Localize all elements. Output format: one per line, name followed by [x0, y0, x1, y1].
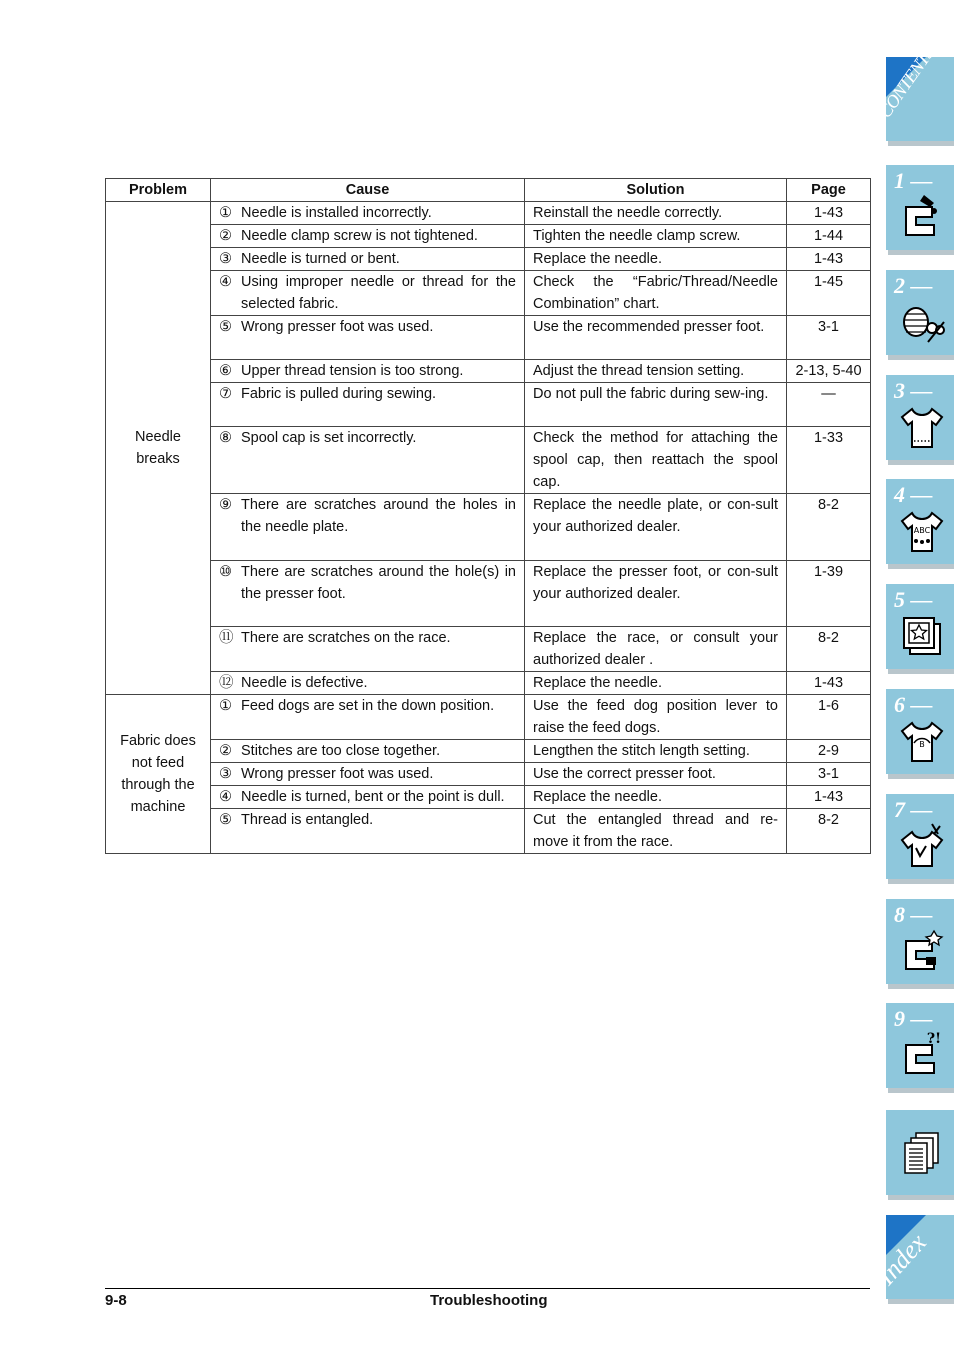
cause-cell	[211, 316, 525, 360]
troubleshooting-table	[105, 178, 871, 854]
tshirt-stitch-icon	[898, 403, 946, 451]
page-cell: 1-6	[787, 695, 871, 740]
cause-text: Needle is turned, bent or the point is dull.	[241, 789, 505, 805]
cause-cell	[211, 383, 525, 427]
cause-text: Feed dogs are set in the down position.	[241, 698, 495, 714]
index-tab[interactable]	[871, 1215, 954, 1299]
cause-number: ④	[219, 274, 232, 290]
cause-text: There are scratches around the holes in the needle plate.	[241, 497, 516, 535]
solution-cell: Replace the needle.	[525, 786, 787, 809]
table-row	[106, 561, 871, 627]
solution-cell: Do not pull the fabric during sew-ing.	[525, 383, 787, 427]
chapter-tab-label: 2 —	[894, 273, 933, 298]
solution-cell: Replace the needle.	[525, 248, 787, 271]
cause-text: Needle is installed incorrectly.	[241, 205, 432, 221]
chapter-tab-9[interactable]	[886, 1003, 954, 1088]
page-cell: 2-9	[787, 740, 871, 763]
page-cell: 1-39	[787, 561, 871, 627]
table-row	[106, 360, 871, 383]
solution-cell: Replace the needle plate, or con-sult your authorized dealer.	[525, 494, 787, 561]
cause-text: Stitches are too close together.	[241, 743, 441, 759]
cause-cell	[211, 561, 525, 627]
header-solution: Solution	[525, 179, 787, 202]
page-number: 9-8	[105, 1292, 127, 1309]
chapter-tab-5[interactable]	[886, 584, 954, 669]
solution-cell: Replace the race, or consult your authorized dealer .	[525, 627, 787, 672]
cause-number: ①	[219, 205, 232, 221]
tshirt-scissors-icon	[898, 822, 946, 870]
solution-cell: Check the method for attaching the spool cap, then reattach the spool cap.	[525, 427, 787, 494]
index-label: Index	[871, 1228, 932, 1291]
svg-text:?!: ?!	[926, 1031, 942, 1047]
solution-cell: Use the feed dog position lever to raise the feed dogs.	[525, 695, 787, 740]
cause-number: ⑫	[219, 675, 234, 691]
chapter-tab-label: 5 —	[894, 587, 933, 612]
page-cell: 1-45	[787, 271, 871, 316]
cause-cell	[211, 672, 525, 695]
cause-number: ⑧	[219, 430, 232, 446]
page-cell: 1-43	[787, 202, 871, 225]
cause-cell	[211, 695, 525, 740]
cause-number: ⑩	[219, 564, 232, 580]
cause-cell	[211, 627, 525, 672]
cause-number: ⑪	[219, 630, 234, 646]
cause-number: ⑥	[219, 363, 232, 379]
chapter-tab-label: 8 —	[894, 902, 933, 927]
page-cell: 3-1	[787, 316, 871, 360]
chapter-tab-8[interactable]	[886, 899, 954, 984]
table-header-row	[106, 179, 871, 202]
cause-text: Needle is turned or bent.	[241, 251, 400, 267]
cause-number: ⑨	[219, 497, 232, 513]
page-cell: —	[787, 383, 871, 427]
header-cause: Cause	[211, 179, 525, 202]
page-cell: 8-2	[787, 809, 871, 854]
cause-cell	[211, 763, 525, 786]
cause-cell	[211, 271, 525, 316]
sewing-machine-hand-icon	[898, 193, 946, 241]
table-row	[106, 763, 871, 786]
cause-number: ②	[219, 228, 232, 244]
documents-icon	[898, 1130, 946, 1178]
cause-number: ⑤	[219, 319, 232, 335]
cause-text: Spool cap is set incorrectly.	[241, 430, 417, 446]
cause-text: Using improper needle or thread for the selected fabric.	[241, 274, 516, 312]
table-row	[106, 672, 871, 695]
cause-text: Thread is entangled.	[241, 812, 374, 828]
cause-text: There are scratches on the race.	[241, 630, 451, 646]
table-row	[106, 427, 871, 494]
table-row	[106, 316, 871, 360]
solution-cell: Cut the entangled thread and re-move it from the race.	[525, 809, 787, 854]
problem-cell: Needle breaks	[106, 202, 211, 695]
table-row	[106, 627, 871, 672]
chapter-tab-label: 1 —	[894, 168, 933, 193]
machine-maintenance-icon	[898, 927, 946, 975]
page-cell: 8-2	[787, 494, 871, 561]
chapter-tab-2[interactable]	[886, 270, 954, 355]
chapter-tab-label: 7 —	[894, 797, 933, 822]
chapter-tab-7[interactable]	[886, 794, 954, 879]
table-row	[106, 225, 871, 248]
cause-text: Needle is defective.	[241, 675, 368, 691]
embroidery-frame-icon	[898, 612, 946, 660]
solution-cell: Tighten the needle clamp screw.	[525, 225, 787, 248]
solution-cell: Adjust the thread tension setting.	[525, 360, 787, 383]
table-row	[106, 740, 871, 763]
contents-tab[interactable]	[874, 43, 954, 141]
tshirt-design-icon	[898, 717, 946, 765]
cause-number: ④	[219, 789, 232, 805]
solution-cell: Lengthen the stitch length setting.	[525, 740, 787, 763]
solution-cell: Use the recommended presser foot.	[525, 316, 787, 360]
tshirt-abc-icon	[898, 507, 946, 555]
cause-text: There are scratches around the hole(s) in the presser foot.	[241, 564, 516, 602]
thread-spools-icon	[898, 298, 946, 346]
cause-cell	[211, 427, 525, 494]
contents-label: CONTENTS	[874, 43, 938, 122]
chapter-tab-4[interactable]	[886, 479, 954, 564]
table-row	[106, 695, 871, 740]
footer-rule	[105, 1288, 870, 1289]
cause-number: ②	[219, 743, 232, 759]
table-body	[106, 202, 871, 854]
page-cell: 1-43	[787, 248, 871, 271]
cause-cell	[211, 360, 525, 383]
page-cell: 2-13, 5-40	[787, 360, 871, 383]
chapter-tab-label: 3 —	[894, 378, 933, 403]
cause-cell	[211, 786, 525, 809]
page-cell: 1-43	[787, 672, 871, 695]
page-cell: 1-33	[787, 427, 871, 494]
page-cell: 3-1	[787, 763, 871, 786]
svg-text:B: B	[919, 740, 925, 749]
cause-text: Wrong presser foot was used.	[241, 766, 434, 782]
solution-cell: Use the correct presser foot.	[525, 763, 787, 786]
machine-question-icon	[898, 1031, 946, 1079]
chapter-tab-label: 9 —	[894, 1006, 933, 1031]
table-row	[106, 248, 871, 271]
svg-text:ABC: ABC	[913, 526, 931, 535]
appendix-tab[interactable]	[886, 1110, 954, 1195]
table-row	[106, 271, 871, 316]
table-row	[106, 383, 871, 427]
header-problem: Problem	[106, 179, 211, 202]
table-row	[106, 786, 871, 809]
cause-number: ⑤	[219, 812, 232, 828]
chapter-tab-1[interactable]	[886, 165, 954, 250]
problem-cell: Fabric does not feed through the machine	[106, 695, 211, 854]
cause-cell	[211, 494, 525, 561]
cause-number: ⑦	[219, 386, 232, 402]
cause-cell	[211, 740, 525, 763]
solution-cell: Replace the needle.	[525, 672, 787, 695]
table-row	[106, 809, 871, 854]
header-page: Page	[787, 179, 871, 202]
page-cell: 8-2	[787, 627, 871, 672]
section-title: Troubleshooting	[430, 1292, 548, 1309]
solution-cell: Check the “Fabric/Thread/Needle Combination” chart.	[525, 271, 787, 316]
chapter-tab-3[interactable]	[886, 375, 954, 460]
cause-cell	[211, 809, 525, 854]
cause-cell	[211, 202, 525, 225]
page-cell: 1-43	[787, 786, 871, 809]
table-row	[106, 494, 871, 561]
chapter-tab-label: 4 —	[894, 482, 933, 507]
solution-cell: Reinstall the needle correctly.	[525, 202, 787, 225]
chapter-tab-6[interactable]	[886, 689, 954, 774]
solution-cell: Replace the presser foot, or con-sult your authorized dealer.	[525, 561, 787, 627]
cause-cell	[211, 225, 525, 248]
page-cell: 1-44	[787, 225, 871, 248]
cause-number: ③	[219, 251, 232, 267]
cause-number: ①	[219, 698, 232, 714]
cause-text: Fabric is pulled during sewing.	[241, 386, 437, 402]
cause-text: Upper thread tension is too strong.	[241, 363, 464, 379]
cause-cell	[211, 248, 525, 271]
cause-text: Wrong presser foot was used.	[241, 319, 434, 335]
cause-number: ③	[219, 766, 232, 782]
table-row	[106, 202, 871, 225]
chapter-tab-label: 6 —	[894, 692, 933, 717]
cause-text: Needle clamp screw is not tightened.	[241, 228, 478, 244]
